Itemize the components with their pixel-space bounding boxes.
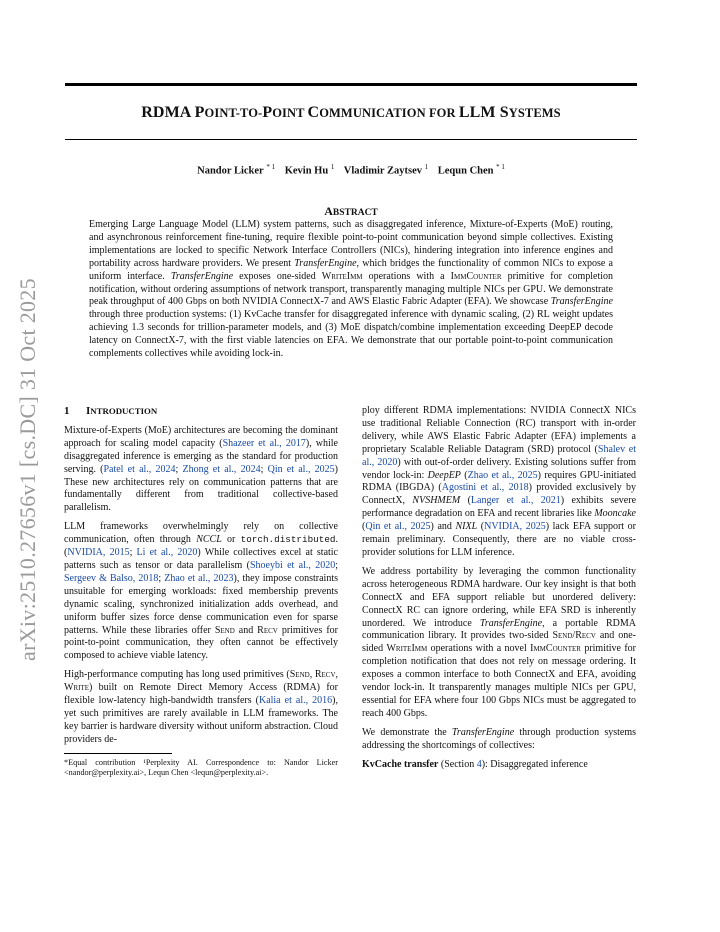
author-name: Lequn Chen bbox=[437, 165, 494, 177]
abstract-heading: ABSTRACT bbox=[324, 204, 378, 218]
footnote: *Equal contribution ¹Perplexity AI. Correspondence to: Nandor Licker <nandor@perplexity.ai>, Lequn Chen <lequn@perplexity.ai>. bbox=[64, 758, 338, 778]
citation-link[interactable]: NVIDIA, 2015 bbox=[67, 547, 130, 559]
arxiv-stamp: arXiv:2510.27656v1 [cs.DC] 31 Oct 2025 bbox=[15, 278, 40, 662]
abstract-text: Emerging Large Language Model (LLM) system patterns, such as disaggregated inference, Mixture-of-Experts (MoE) routing, and asynchronous reinforcement fine-tuning, require flexible point-to-point communication beyond simple collectives. Existing implementations are locked to specific Network Interface Controllers (NICs), hindering integration into inference engines and portability across hardware providers. We present TransferEngine, which bridges the functionality of common NICs to expose a uniform interface. TransferEngine exposes one-sided WriteImm operations with a ImmCounter primitive for completion notification, without ordering assumptions of network transport, transparently managing multiple NICs per GPU. We demonstrate peak throughput of 400 Gbps on both NVIDIA ConnectX-7 and AWS Elastic Fabric Adapter (EFA). We showcase TransferEngine through three production systems: (1) KvCache transfer for disaggregated inference with dynamic scaling, (2) RL weight updates achieving 1.3 seconds for trillion-parameter models, and (3) MoE dispatch/combine implementation exceeding DeepEP decode latency on ConnectX-7, with the first viable latencies on EFA. We demonstrate that our portable point-to-point communication complements collectives while avoiding lock-in. bbox=[89, 219, 614, 360]
citation-link[interactable]: Langer et al., 2021 bbox=[470, 495, 561, 507]
citation-link[interactable]: Agostini et al., 2018 bbox=[441, 482, 529, 494]
citation-link[interactable]: Li et al., 2020 bbox=[136, 547, 198, 559]
right-column bbox=[362, 405, 636, 777]
citation-link[interactable]: Zhao et al., 2023 bbox=[164, 572, 234, 584]
footnote-rule bbox=[64, 753, 172, 754]
section-heading-introduction: 1 INTRODUCTION bbox=[64, 405, 158, 417]
citation-link[interactable]: Patel et al., 2024 bbox=[103, 463, 176, 475]
intro-paragraph-2: LLM frameworks overwhelmingly rely on collective communication, often through NCCL or torch.distributed. (NVIDIA, 2015; Li et al., 2020) While collectives excel at static patterns such as tensor or data parallelism (Shoeybi et al., 2020; Sergeev & Balso, 2018; Zhao et al., 2023), they impose constraints unsuitable for emerging workloads: fixed membership prevents dynamic scaling, synchronized initialization adds overhead, and uniform buffer sizes force dense communication even for sparse patterns. While these libraries offer Send and Recv primitives for point-to-point communication, they often cannot be effectively composed to achieve viable latency. bbox=[64, 521, 339, 662]
intro-paragraph-7: KvCache transfer (Section 4): Disaggregated inference bbox=[362, 758, 588, 770]
paper-title: RDMA POINT-TO-POINT COMMUNICATION FOR LLM SYSTEMS bbox=[141, 104, 561, 121]
author-name: Vladimir Zaytsev bbox=[343, 165, 423, 177]
citation-link[interactable]: Sergeev & Balso, 2018 bbox=[64, 572, 159, 584]
intro-paragraph-3: High-performance computing has long used primitives (Send, Recv, Write) built on Remote Direct Memory Access (RDMA) for flexible low-latency high-bandwidth transfers (Kalia et al., 2016), yet such primitives are rarely available in LLM frameworks. The key barrier is hardware diversity without uniform abstraction. Cloud providers de- bbox=[64, 669, 339, 745]
intro-paragraph-4: ploy different RDMA implementations: NVIDIA ConnectX NICs use traditional Reliable Connection (RC) transport with in-order delivery, while AWS Elastic Fabric Adapter (EFA) implements a proprietary Scalable Reliable Datagram (SRD) protocol (Shalev et al., 2020) with out-of-order delivery. Existing solutions suffer from vendor lock-in: DeepEP (Zhao et al., 2025) requires GPU-initiated RDMA (IBGDA) (Agostini et al., 2018) provided exclusively by ConnectX, NVSHMEM (Langer et al., 2021) exhibits severe performance degradation on EFA and recent libraries like Mooncake (Qin et al., 2025) and NIXL (NVIDIA, 2025) lack EFA support or remain preliminary. Consequently, there are no viable cross-provider solutions for LLM inference. bbox=[362, 405, 637, 558]
citation-link[interactable]: Shazeer et al., 2017 bbox=[222, 437, 306, 449]
citation-link[interactable]: NVIDIA, 2025 bbox=[484, 521, 546, 533]
intro-paragraph-6: We demonstrate the TransferEngine through production systems addressing the shortcomings of collectives: bbox=[362, 726, 637, 751]
citation-link[interactable]: Kalia et al., 2016 bbox=[258, 695, 333, 707]
intro-paragraph-1: Mixture-of-Experts (MoE) architectures are becoming the dominant approach for scaling model capacity (Shazeer et al., 2017), while disaggregated inference is emerging as the standard for production serving. (Patel et al., 2024; Zhong et al., 2024; Qin et al., 2025) These new architectures rely on communication patterns that are fundamentally different from traditional collective-based parallelism. bbox=[64, 424, 338, 514]
citation-link[interactable]: Zhong et al., 2024 bbox=[182, 463, 261, 475]
author-name: Nandor Licker bbox=[197, 165, 264, 177]
title-rule-bottom bbox=[65, 139, 637, 140]
citation-link[interactable]: Shalev et al., 2020 bbox=[362, 443, 637, 468]
left-column bbox=[64, 405, 338, 785]
section-ref-link[interactable]: 4 bbox=[476, 758, 482, 770]
author-name: Kevin Hu bbox=[284, 165, 329, 177]
author-list: Nandor Licker $^{* 1}$ Kevin Hu $^1$ Vladimir Zaytsev $^1$ Lequn Chen $^{* 1}$ bbox=[197, 163, 505, 177]
citation-link[interactable]: Qin et al., 2025 bbox=[365, 521, 431, 533]
intro-paragraph-5: We address portability by leveraging the common functionality across heterogeneous RDMA hardware. Our key insight is that both ConnectX and EFA support reliable but unordered delivery: ConnectX RC can ignore ordering, while EFA SRD is inherently unordered. We introduce TransferEngine, a portable RDMA communication library. It provides two-sided Send/Recv and one-sided WriteImm operations with a novel ImmCounter primitive for completion notification that does not rely on message ordering. It exposes a common interface to both ConnectX and EFA, avoiding vendor lock-in. It transparently manages multiple NICs per GPU, essential for EFA where four 100 Gbps NICs must be aggregated to reach 400 Gbps. bbox=[362, 565, 636, 719]
title-rule-top bbox=[65, 83, 637, 86]
citation-link[interactable]: Qin et al., 2025 bbox=[267, 463, 335, 475]
citation-link[interactable]: Shoeybi et al., 2020 bbox=[249, 559, 336, 571]
citation-link[interactable]: Zhao et al., 2025 bbox=[467, 469, 538, 481]
